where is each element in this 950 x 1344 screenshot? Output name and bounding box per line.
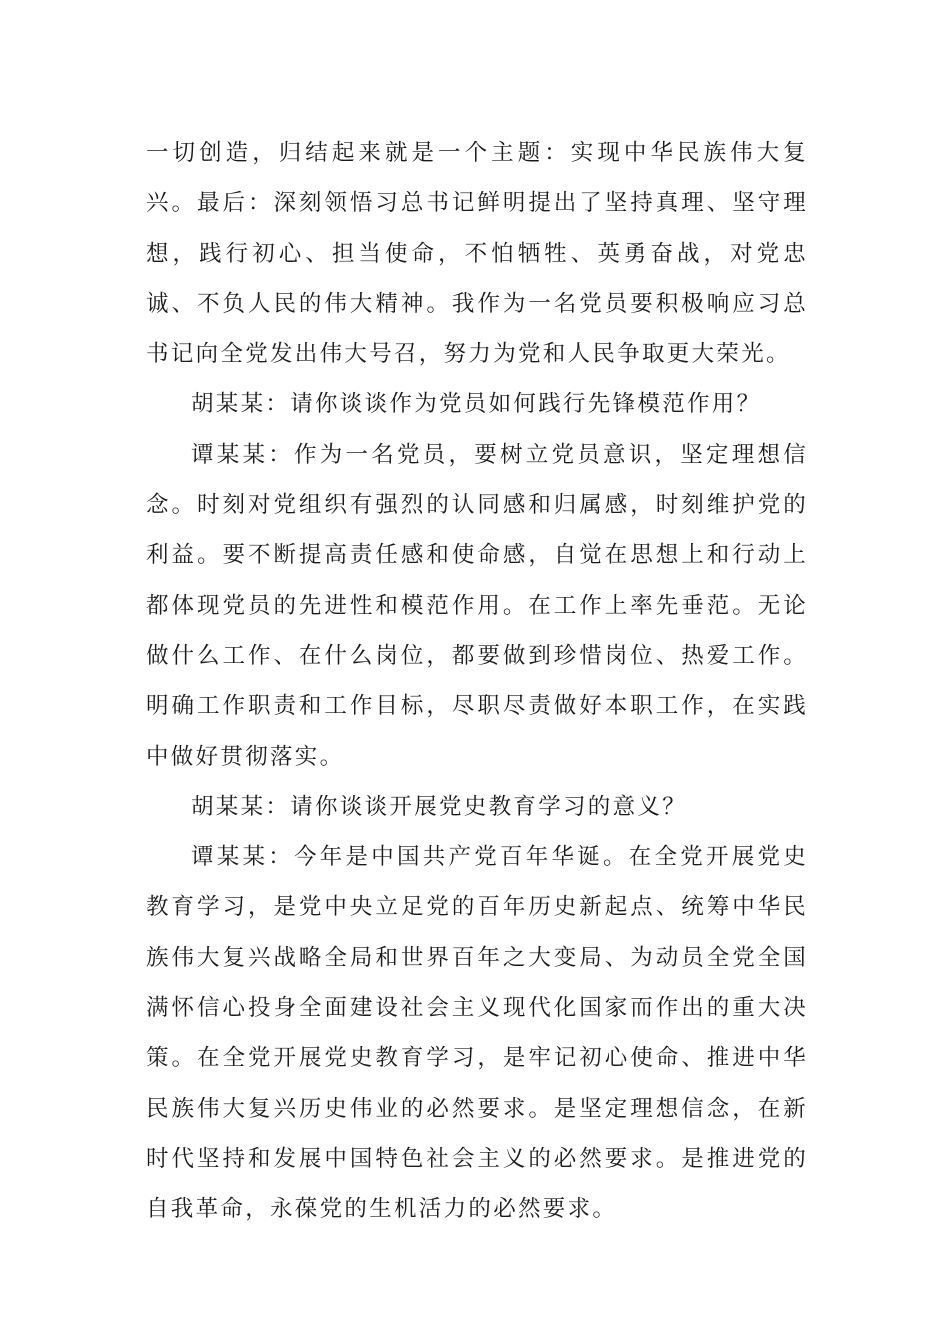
document-body [146, 128, 808, 1235]
paragraph-question-party-history: 胡某某：请你谈谈开展党史教育学习的意义？ [191, 793, 688, 820]
paragraph-answer-vanguard-role: 谭某某：作为一名党员，要树立党员意识，坚定理想信念。时刻对党组织有强烈的认同感和归属感，时刻维护党的利益。要不断提高责任感和使命感，自觉在思想上和行动上都体现党员的先进性和模范作用。在工作上率先垂范。无论做什么工作、在什么岗位，都要做到珍惜岗位、热爱工作。明确工作职责和工作目标，尽职尽责做好本职工作，在实践中做好贯彻落实。 [146, 441, 808, 770]
paragraph-question-vanguard-role: 胡某某：请你谈谈作为党员如何践行先锋模范作用？ [191, 391, 762, 418]
paragraph-answer-party-history: 谭某某：今年是中国共产党百年华诞。在全党开展党史教育学习，是党中央立足党的百年历史新起点、统筹中华民族伟大复兴战略全局和世界百年之大变局、为动员全党全国满怀信心投身全面建设社会主义现代化国家而作出的重大决策。在全党开展党史教育学习，是牢记初心使命、推进中华民族伟大复兴历史伟业的必然要求。是坚定理想信念，在新时代坚持和发展中国特色社会主义的必然要求。是推进党的自我革命，永葆党的生机活力的必然要求。 [146, 844, 808, 1223]
paragraph-closing-remarks: 一切创造，归结起来就是一个主题：实现中华民族伟大复兴。最后：深刻领悟习总书记鲜明提出了坚持真理、坚守理想，践行初心、担当使命，不怕牺牲、英勇奋战，对党忠诚、不负人民的伟大精神。我作为一名党员要积极响应习总书记向全党发出伟大号召，努力为党和人民争取更大荣光。 [146, 140, 808, 368]
